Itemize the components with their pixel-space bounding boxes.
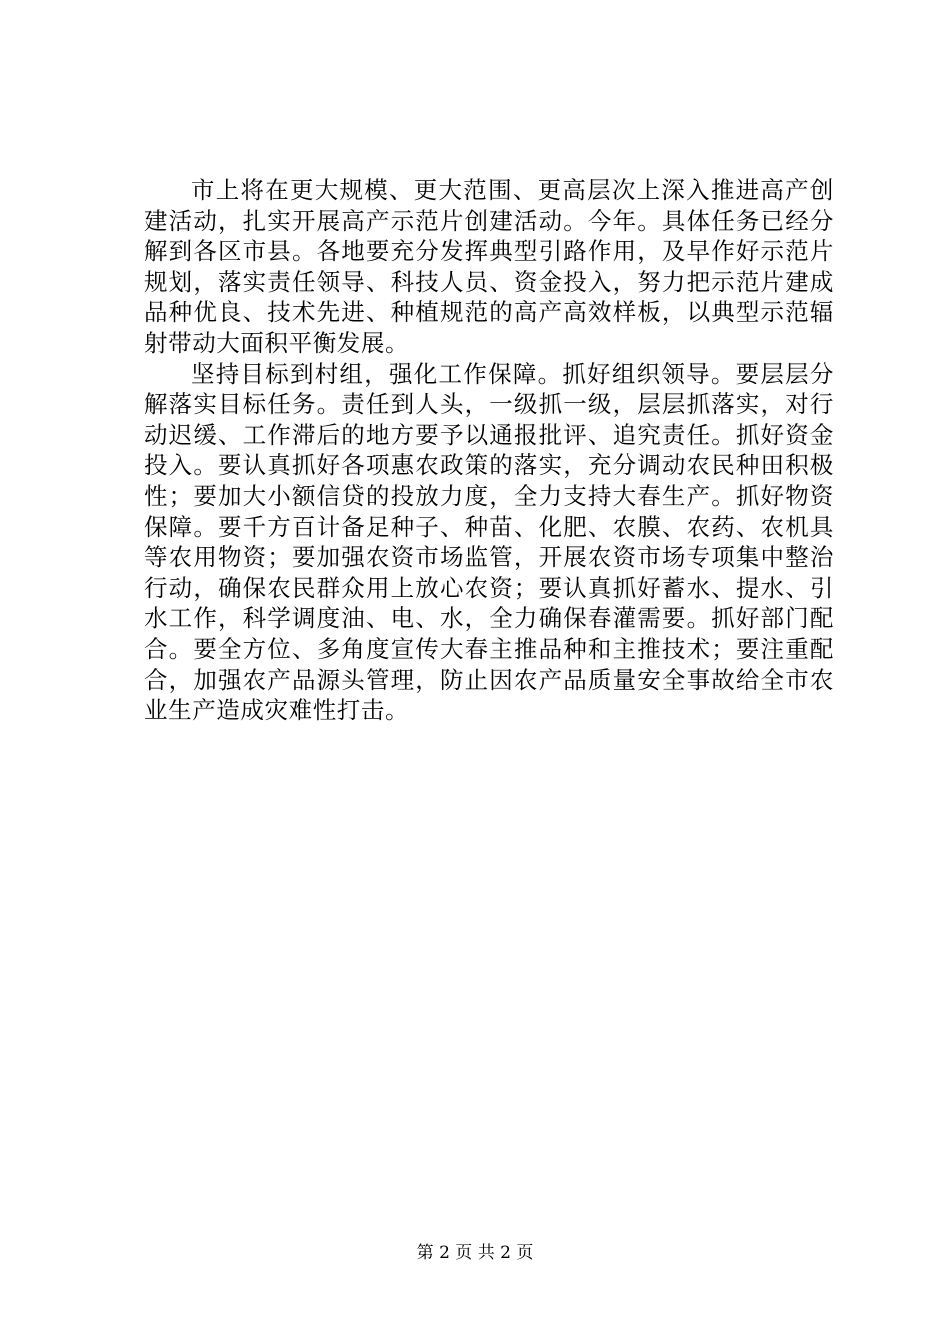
document-body: [144, 175, 834, 726]
paragraph-1: 市上将在更大规模、更大范围、更高层次上深入推进高产创建活动，扎实开展高产示范片创建活动。今年。具体任务已经分解到各区市县。各地要充分发挥典型引路作用，及早作好示范片规划，落实责任领导、科技人员、资金投入，努力把示范片建成品种优良、技术先进、种植规范的高产高效样板，以典型示范辐射带动大面积平衡发展。: [144, 176, 834, 357]
paragraph-2: 坚持目标到村组，强化工作保障。抓好组织领导。要层层分解落实目标任务。责任到人头，一级抓一级，层层抓落实，对行动迟缓、工作滞后的地方要予以通报批评、追究责任。抓好资金投入。要认真抓好各项惠农政策的落实，充分调动农民种田积极性；要加大小额信贷的投放力度，全力支持大春生产。抓好物资保障。要千方百计备足种子、种苗、化肥、农膜、农药、农机具等农用物资；要加强农资市场监管，开展农资市场专项集中整治行动，确保农民群众用上放心农资；要认真抓好蓄水、提水、引水工作，科学调度油、电、水，全力确保春灌需要。抓好部门配合。要全方位、多角度宣传大春主推品种和主推技术；要注重配合，加强农产品源头管理，防止因农产品质量安全事故给全市农业生产造成灾难性打击。: [144, 359, 834, 725]
page-indicator: 第 2 页 共 2 页: [416, 1243, 534, 1263]
page-footer: [0, 1242, 950, 1264]
